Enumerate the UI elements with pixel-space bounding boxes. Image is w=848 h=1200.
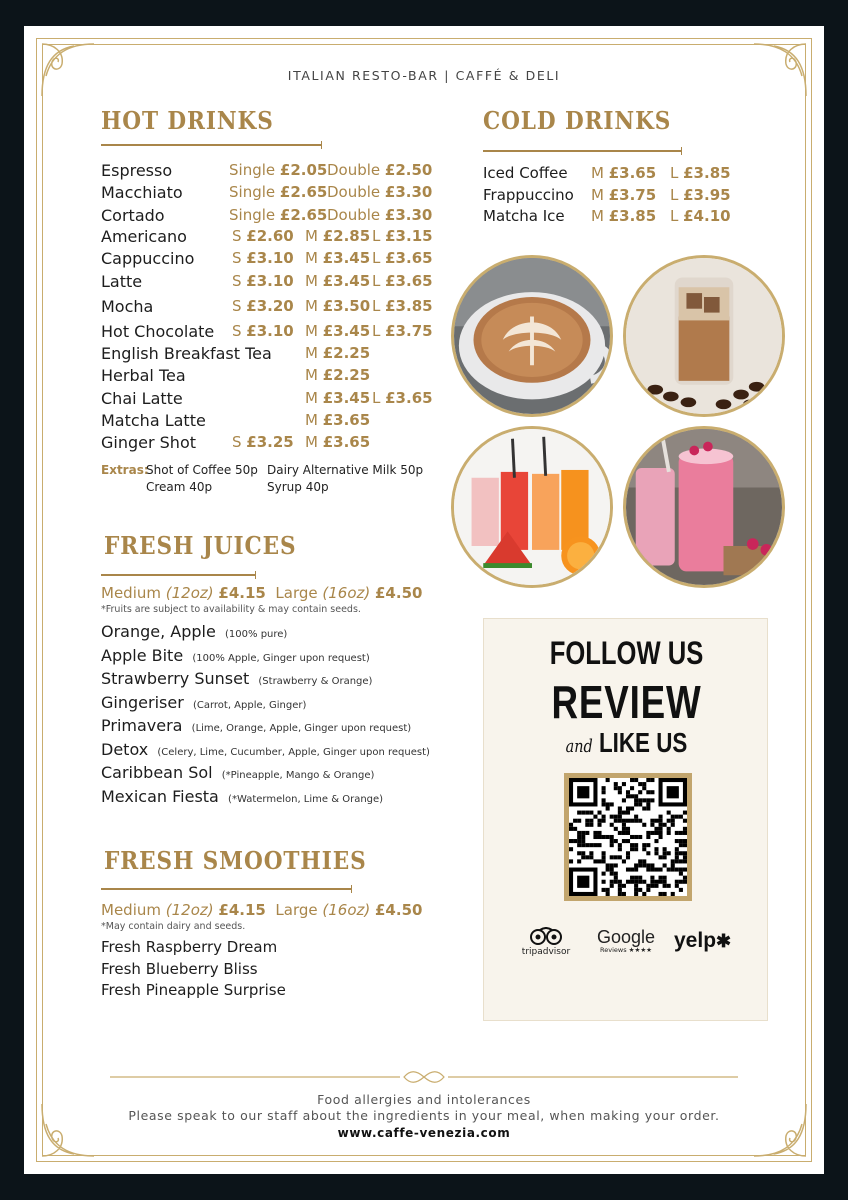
juice-description: (Celery, Lime, Cucumber, Apple, Ginger upon request) xyxy=(154,746,430,758)
juices-note: *Fruits are subject to availability & may contain seeds. xyxy=(101,604,361,615)
hot-drink-price-large: L £3.75 xyxy=(372,322,433,340)
hot-drink-price: Double £3.30 xyxy=(327,183,433,201)
juice-description: (Carrot, Apple, Ginger) xyxy=(189,699,307,711)
juice-description: (Lime, Orange, Apple, Ginger upon request) xyxy=(188,723,412,734)
hot-drink-name: Macchiato xyxy=(101,183,183,202)
cold-drink-price-large: L £3.85 xyxy=(670,164,731,182)
hot-drink-name: English Breakfast Tea xyxy=(101,344,272,363)
hot-drink-name: Ginger Shot xyxy=(101,433,197,452)
juice-description: (*Pineapple, Mango & Orange) xyxy=(218,770,375,781)
hot-drink-price-small: S £2.60 xyxy=(232,227,294,245)
juice-name: Strawberry Sunset xyxy=(101,669,250,688)
juice-name: Mexican Fiesta xyxy=(101,786,219,806)
juice-description: (100% Apple, Ginger upon request) xyxy=(189,652,370,664)
hot-drink-price: Double £3.30 xyxy=(327,206,433,224)
hot-drinks-heading: HOT DRINKS xyxy=(101,106,274,135)
juice-item xyxy=(101,622,287,641)
hot-drink-price-medium: M £3.65 xyxy=(305,411,371,429)
cold-drinks-rule xyxy=(483,150,681,152)
smoothie-item: Fresh Blueberry Bliss xyxy=(101,959,258,978)
and-script: and xyxy=(565,736,593,757)
cold-drink-name: Iced Coffee xyxy=(483,164,568,182)
hot-drink-price-medium: M £3.65 xyxy=(305,433,371,451)
hot-drink-name: Cortado xyxy=(101,206,165,225)
smoothies-photo xyxy=(623,426,785,588)
menu-page xyxy=(24,26,824,1174)
hot-drink-price-small: S £3.25 xyxy=(232,433,294,451)
juice-item xyxy=(101,669,372,688)
cold-drink-price-large: L £3.95 xyxy=(670,186,731,204)
hot-drink-price-medium: M £3.45 xyxy=(305,322,371,340)
juice-item xyxy=(101,763,374,782)
juice-item xyxy=(101,646,370,665)
hot-drink-price-medium: M £3.45 xyxy=(305,249,371,267)
smoothies-price-line: Medium (12oz) £4.15 Large (16oz) £4.50 xyxy=(101,901,423,919)
owl-icon xyxy=(528,927,564,945)
yelp-logo[interactable]: yelp✱ xyxy=(674,929,732,952)
cold-drink-price-medium: M £3.85 xyxy=(591,207,657,225)
hot-drink-name: Chai Latte xyxy=(101,389,183,408)
extras-label: Extras: xyxy=(101,463,149,477)
qr-code[interactable] xyxy=(564,773,692,901)
hot-drink-price-small: S £3.20 xyxy=(232,297,294,315)
hot-drink-price-large: L £3.65 xyxy=(372,249,433,267)
cappuccino-photo xyxy=(451,255,613,417)
hot-drink-name: Cappuccino xyxy=(101,249,195,268)
cold-drink-name: Matcha Ice xyxy=(483,207,565,225)
smoothie-item: Fresh Raspberry Dream xyxy=(101,938,278,956)
follow-review-box xyxy=(483,618,768,1021)
hot-drink-price: Single £2.65 xyxy=(229,183,328,201)
hot-drink-name: Latte xyxy=(101,272,143,291)
hot-drink-price-medium: M £3.45 xyxy=(305,389,371,407)
qr-code-icon xyxy=(569,778,687,896)
fresh-smoothies-rule xyxy=(101,888,351,890)
tagline: ITALIAN RESTO-BAR | CAFFÉ & DELI xyxy=(287,68,561,83)
hot-drink-price: Single £2.65 xyxy=(229,206,328,224)
hot-drink-price-large: L £3.15 xyxy=(372,227,433,245)
hot-drink-name: Matcha Latte xyxy=(101,411,206,430)
juice-item xyxy=(101,716,411,735)
juice-item xyxy=(101,787,383,806)
extra-item: Cream 40p xyxy=(146,480,213,494)
extra-item: Dairy Alternative Milk 50p xyxy=(267,463,424,477)
hot-drink-price-small: S £3.10 xyxy=(232,272,294,290)
hot-drink-price: Single £2.05 xyxy=(229,161,328,179)
juice-name: Detox xyxy=(101,739,149,759)
fresh-juices-rule xyxy=(101,574,255,576)
hot-drink-name: Hot Chocolate xyxy=(101,322,215,341)
hot-drink-name: Mocha xyxy=(101,297,154,316)
hot-drink-price-large: L £3.65 xyxy=(372,389,433,407)
cold-drink-price-large: L £4.10 xyxy=(670,207,731,225)
fresh-juices-heading: FRESH JUICES xyxy=(104,531,297,560)
hot-drink-name: Herbal Tea xyxy=(101,366,186,385)
hot-drink-name: Americano xyxy=(101,227,187,246)
follow-us-text: FOLLOW US xyxy=(549,635,704,671)
cold-drink-name: Frappuccino xyxy=(483,186,574,204)
smoothies-note: *May contain dairy and seeds. xyxy=(101,921,246,932)
juices-photo xyxy=(451,426,613,588)
cold-drinks-heading: COLD DRINKS xyxy=(483,106,672,135)
hot-drink-price-large: L £3.85 xyxy=(372,297,433,315)
hot-drink-price: Double £2.50 xyxy=(327,161,433,179)
allergy-title: Food allergies and intolerances xyxy=(317,1092,531,1107)
juice-name: Primavera xyxy=(101,716,183,735)
hot-drink-price-medium: M £2.25 xyxy=(305,366,371,384)
fresh-smoothies-heading: FRESH SMOOTHIES xyxy=(104,846,367,875)
juices-price-line: Medium (12oz) £4.15 Large (16oz) £4.50 xyxy=(101,584,423,602)
like-us-text: LIKE US xyxy=(598,727,688,758)
hot-drink-price-small: S £3.10 xyxy=(232,322,294,340)
website-link[interactable]: www.caffe-venezia.com xyxy=(337,1126,511,1140)
hot-drink-price-medium: M £3.45 xyxy=(305,272,371,290)
iced-coffee-photo xyxy=(623,255,785,417)
juice-description: (Strawberry & Orange) xyxy=(255,676,373,687)
hot-drink-price-large: L £3.65 xyxy=(372,272,433,290)
footer-ornament-icon xyxy=(110,1070,738,1084)
extra-item: Syrup 40p xyxy=(267,480,329,494)
juice-description: (*Watermelon, Lime & Orange) xyxy=(224,793,384,805)
hot-drink-price-medium: M £3.50 xyxy=(305,297,371,315)
tripadvisor-logo[interactable]: tripadvisor xyxy=(518,927,574,957)
hot-drink-name: Espresso xyxy=(101,161,173,180)
juice-name: Apple Bite xyxy=(101,645,184,665)
like-us-line xyxy=(513,727,741,759)
review-text: REVIEW xyxy=(551,676,702,728)
extras-block xyxy=(101,463,149,477)
juice-name: Caribbean Sol xyxy=(101,763,213,782)
hot-drink-price-medium: M £2.85 xyxy=(305,227,371,245)
juice-name: Orange, Apple xyxy=(101,622,216,641)
juice-item xyxy=(101,740,430,759)
hot-drink-price-small: S £3.10 xyxy=(232,249,294,267)
smoothie-item: Fresh Pineapple Surprise xyxy=(101,981,286,999)
juice-item xyxy=(101,693,306,712)
hot-drink-price-medium: M £2.25 xyxy=(305,344,371,362)
extra-item: Shot of Coffee 50p xyxy=(146,463,258,477)
yelp-burst-icon: ✱ xyxy=(716,931,732,951)
cold-drink-price-medium: M £3.65 xyxy=(591,164,657,182)
juice-description: (100% pure) xyxy=(221,629,288,640)
hot-drinks-rule xyxy=(101,144,321,146)
google-reviews-logo[interactable]: Google Reviews ★★★★ xyxy=(596,927,656,954)
juice-name: Gingeriser xyxy=(101,692,184,712)
cold-drink-price-medium: M £3.75 xyxy=(591,186,657,204)
allergy-text: Please speak to our staff about the ingredients in your meal, when making your order. xyxy=(128,1108,720,1123)
